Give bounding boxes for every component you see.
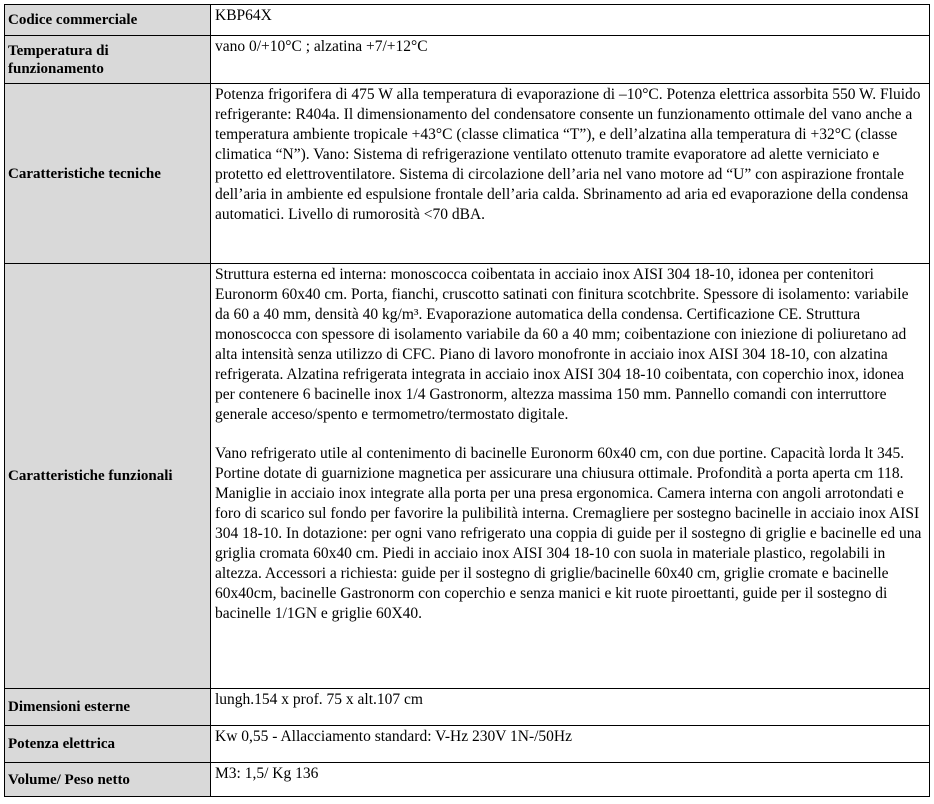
- row-label: Caratteristiche tecniche: [5, 84, 211, 264]
- row-value: vano 0/+10°C ; alzatina +7/+12°C: [211, 36, 930, 84]
- table-row-volume: [5, 763, 930, 797]
- row-label: Codice commerciale: [5, 5, 211, 36]
- row-label: Potenza elettrica: [5, 726, 211, 763]
- row-label: Temperatura di funzionamento: [5, 36, 211, 84]
- table-row-codice: [5, 5, 930, 36]
- row-value: KBP64X: [211, 5, 930, 36]
- table-row-caratteristiche-funzionali: [5, 264, 930, 689]
- row-value: [211, 264, 930, 689]
- table-row-potenza: [5, 726, 930, 763]
- paragraph-vano: Vano refrigerato utile al contenimento di bacinelle Euronorm 60x40 cm, con due portine. Capacità lorda lt 345. Portine dotate di guarnizione magnetica per assicurare una chiusura ottimale. Profondità a porta aperta cm 118. Maniglie in acciaio inox integrate alla porta per una presa ergonomica. Camera interna con angoli arrotondati e foro di scarico sul fondo per favorire la pulibilità interna. Cremagliere per sostegno bacinelle in acciaio inox AISI 304 18-10. In dotazione: per ogni vano refrigerato una coppia di guide per il sostegno di griglie e bacinelle ed una griglia cromata 60x40 cm. Piedi in acciaio inox AISI 304 18-10 con suola in materiale plastico, regolabili in altezza. Accessori a richiesta: guide per il sostegno di griglie/bacinelle 60x40 cm, griglie cromate e bacinelle 60x40cm, bacinelle Gastronorm con coperchio e senza manici e kit ruote piroettanti, guide per il sostegno di bacinelle 1/1GN e griglie 60X40.: [215, 445, 922, 622]
- table-row-dimensioni: [5, 689, 930, 726]
- row-label: Volume/ Peso netto: [5, 763, 211, 797]
- spec-table: [4, 4, 930, 797]
- table-row-caratteristiche-tecniche: [5, 84, 930, 264]
- row-value: Kw 0,55 - Allacciamento standard: V-Hz 230V 1N-/50Hz: [211, 726, 930, 763]
- row-label: Dimensioni esterne: [5, 689, 211, 726]
- row-value: Potenza frigorifera di 475 W alla temperatura di evaporazione di –10°C. Potenza elettrica assorbita 550 W. Fluido refrigerante: R404a. Il dimensionamento del condensatore consente un funzionamento ottimale del vano anche a temperatura ambiente tropicale +43°C (classe climatica “T”), e dell’alzatina alla temperatura di +32°C (classe climatica “N”). Vano: Sistema di refrigerazione ventilato ottenuto tramite evaporatore ad alette verniciato e protetto ed elettroventilatore. Sistema di circolazione dell’aria nel vano motore ad “U” con aspirazione frontale dell’aria in ambiente ed espulsione frontale dell’aria calda. Sbrinamento ad aria ed evaporazione della condensa automatici. Livello di rumorosità <70 dBA.: [211, 84, 930, 264]
- row-label: Caratteristiche funzionali: [5, 264, 211, 689]
- table-row-temperatura: [5, 36, 930, 84]
- row-value: lungh.154 x prof. 75 x alt.107 cm: [211, 689, 930, 726]
- row-value: M3: 1,5/ Kg 136: [211, 763, 930, 797]
- paragraph-struttura: Struttura esterna ed interna: monoscocca coibentata in acciaio inox AISI 304 18-10, idonea per contenitori Euronorm 60x40 cm. Porta, fianchi, cruscotto satinati con finitura scotchbrite. Spessore di isolamento: variabile da 60 a 40 mm, densità 40 kg/m³. Evaporazione automatica della condensa. Certificazione CE. Struttura monoscocca con spessore di isolamento variabile da 60 a 40 mm; coibentazione con iniezione di poliuretano ad alta intensità senza utilizzo di CFC. Piano di lavoro monofronte in acciaio inox AISI 304 18-10, con alzatina refrigerata. Alzatina refrigerata integrata in acciaio inox AISI 304 18-10 coibentata, con coperchio inox, idonea per contenere 6 bacinelle inox 1/4 Gastronorm, altezza massima 150 mm. Pannello comandi con interruttore generale acceso/spento e termometro/termostato digitale.: [215, 266, 909, 423]
